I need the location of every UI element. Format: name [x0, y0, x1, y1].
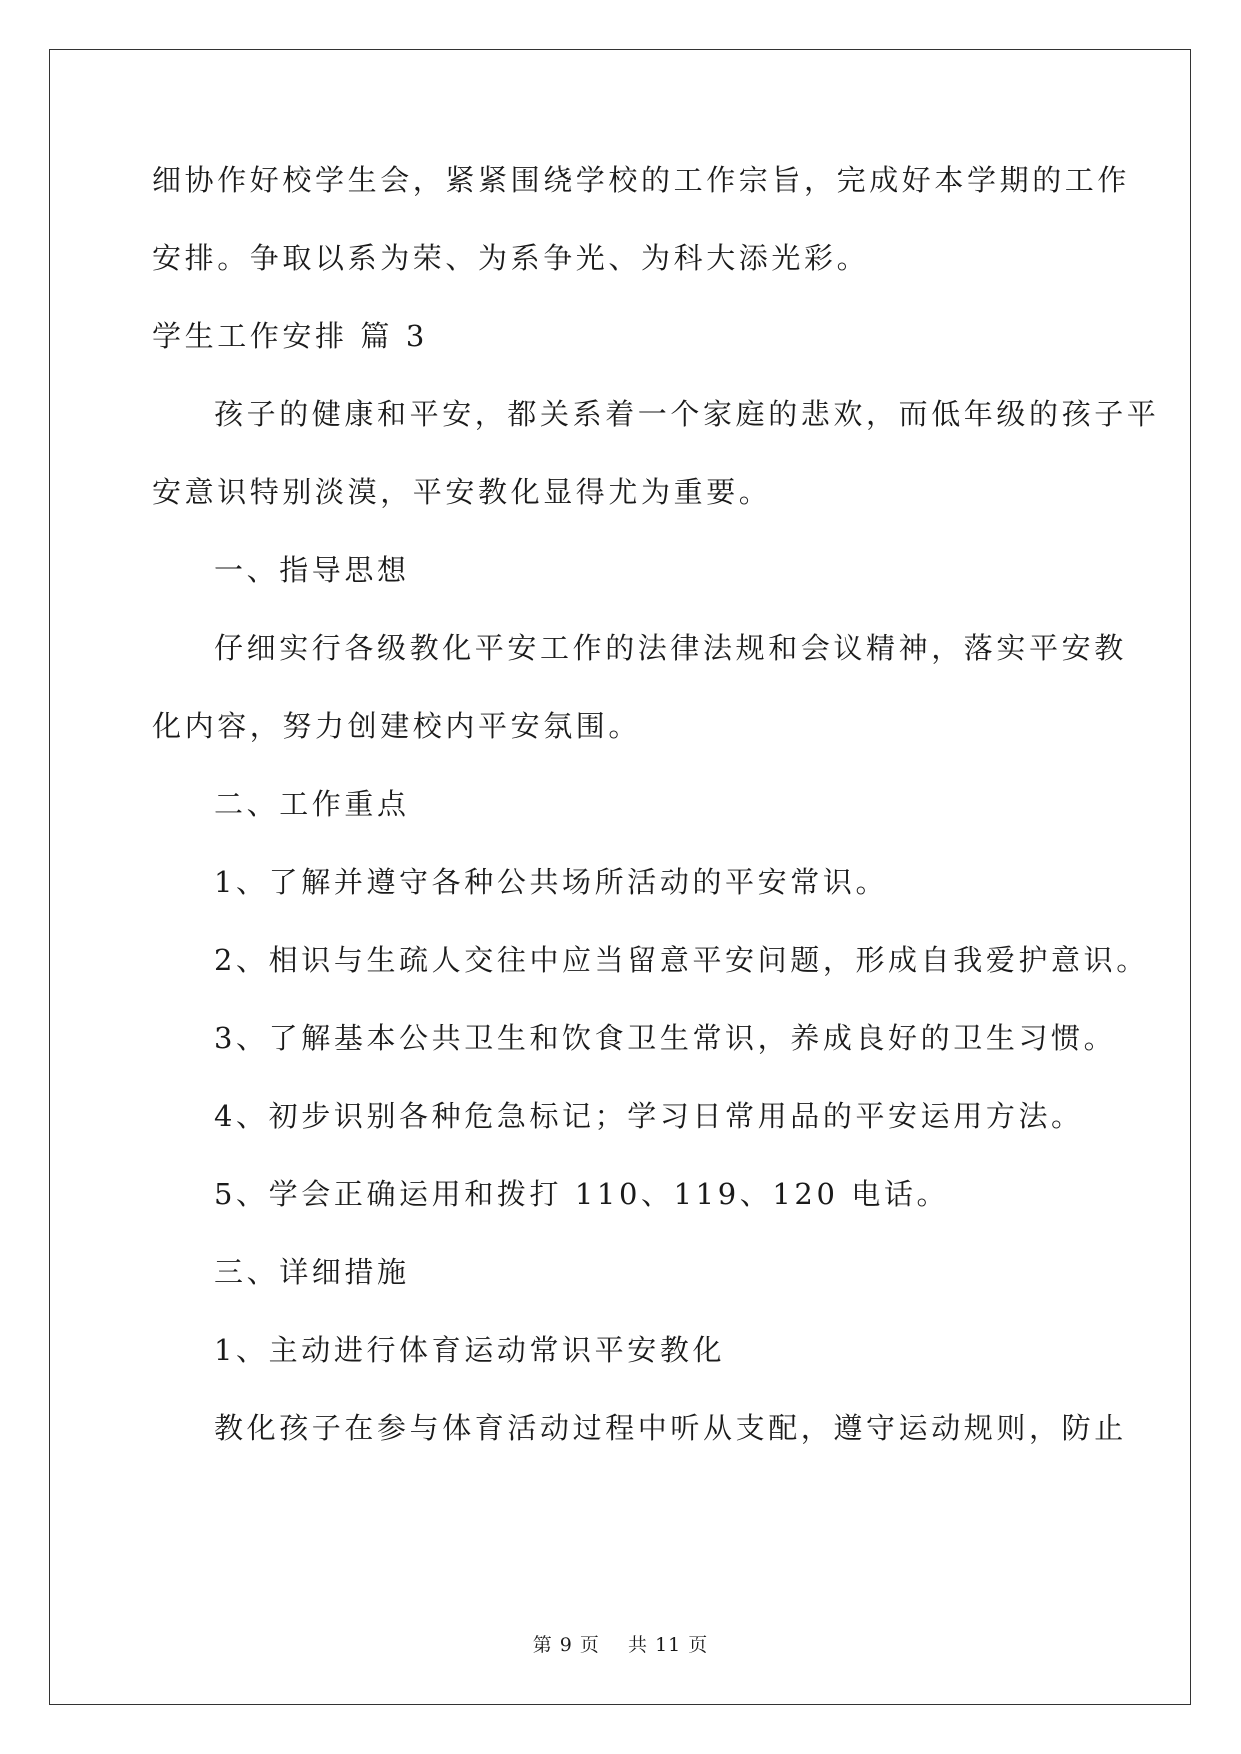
paragraph-line: 孩子的健康和平安，都关系着一个家庭的悲欢，而低年级的孩子平 — [214, 397, 1160, 431]
heading-detailed-measures: 三、详细措施 — [214, 1255, 410, 1289]
paragraph-line: 教化孩子在参与体育活动过程中听从支配，遵守运动规则，防止 — [214, 1411, 1127, 1445]
paragraph-line: 安意识特别淡漠，平安教化显得尤为重要。 — [152, 475, 772, 509]
paragraph-line: 安排。争取以系为荣、为系争光、为科大添光彩。 — [152, 241, 870, 275]
list-item: 1、了解并遵守各种公共场所活动的平安常识。 — [214, 865, 889, 899]
heading-guiding-thought: 一、指导思想 — [214, 553, 410, 587]
list-item: 3、了解基本公共卫生和饮食卫生常识，养成良好的卫生习惯。 — [214, 1021, 1117, 1055]
list-item: 1、主动进行体育运动常识平安教化 — [214, 1333, 726, 1367]
section-title: 学生工作安排 篇 3 — [152, 319, 428, 353]
heading-work-focus: 二、工作重点 — [214, 787, 410, 821]
list-item: 5、学会正确运用和拨打 110、119、120 电话。 — [214, 1177, 950, 1211]
list-item: 2、相识与生疏人交往中应当留意平安问题，形成自我爱护意识。 — [214, 943, 1149, 977]
paragraph-line: 仔细实行各级教化平安工作的法律法规和会议精神，落实平安教 — [214, 631, 1127, 665]
page-number: 第 9 页 共 11 页 — [532, 1634, 709, 1656]
list-item: 4、初步识别各种危急标记；学习日常用品的平安运用方法。 — [214, 1099, 1084, 1133]
paragraph-line: 细协作好校学生会，紧紧围绕学校的工作宗旨，完成好本学期的工作 — [152, 163, 1131, 197]
page-footer — [0, 1630, 1241, 1657]
paragraph-line: 化内容，努力创建校内平安氛围。 — [152, 709, 642, 743]
